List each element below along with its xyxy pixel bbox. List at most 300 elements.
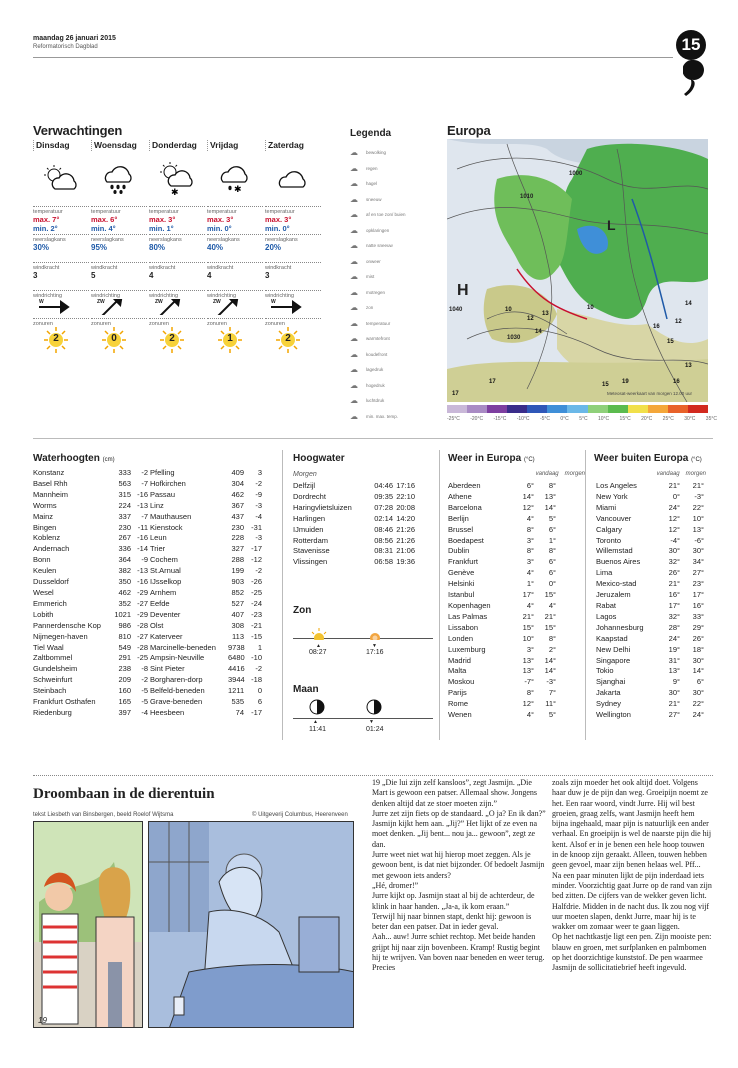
cloud-sun-snow-icon: [149, 151, 205, 206]
table-cell: Rotterdam: [293, 535, 329, 545]
zon-title: Zon: [293, 605, 312, 616]
table-cell: -2: [141, 675, 148, 685]
scale-label: 5°C: [579, 416, 588, 422]
forecast-section: [207, 318, 263, 346]
forecast-day-4: [265, 140, 321, 420]
table-cell: Berlijn: [448, 513, 469, 523]
table-cell: 19°: [668, 644, 680, 654]
forecast-section: [207, 262, 263, 290]
table-cell: -2: [141, 468, 148, 477]
table-cell: 02:14: [374, 513, 393, 523]
table-cell: Delfzijl: [293, 481, 316, 490]
table-row: [150, 512, 262, 523]
table-cell: 2°: [548, 644, 556, 654]
legend-item: [350, 272, 374, 281]
legend-icon: ☁: [350, 272, 358, 281]
scale-swatch: [588, 405, 608, 413]
table-cell: Jeruzalem: [596, 590, 631, 600]
waterhoogten-table-left: [33, 468, 148, 719]
table-cell: 535: [231, 697, 244, 707]
table-cell: -17: [251, 544, 262, 554]
legend-item: [350, 210, 406, 219]
dotted-rule: [207, 290, 263, 291]
table-cell: 228: [231, 533, 244, 543]
legend-label: hagel: [366, 181, 378, 186]
dotted-rule: [91, 290, 147, 291]
table-cell: 288: [231, 555, 244, 565]
table-cell: Tiel Waal: [33, 642, 64, 652]
legend-item: [350, 241, 393, 250]
sunrise-arrow: ▲: [316, 643, 321, 649]
table-cell: Buenos Aires: [596, 557, 641, 567]
legend-item: [350, 179, 377, 188]
table-cell: 17°: [668, 600, 680, 610]
table-cell: Mannheim: [33, 489, 69, 499]
legend-item: [350, 164, 378, 173]
legend-label: koudefront: [366, 351, 388, 357]
column-divider: [282, 450, 283, 740]
svg-text:✱: ✱: [171, 187, 179, 196]
scale-label: 25°C: [662, 416, 674, 422]
wind-force: 4: [207, 271, 212, 280]
map-temp: 16: [673, 379, 680, 385]
forecast-section: [91, 290, 147, 318]
table-cell: 6480: [228, 653, 245, 663]
sun-hours: 2: [169, 333, 175, 344]
direction-label: windrichting: [207, 293, 237, 299]
table-row: [448, 536, 558, 547]
table-cell: 304: [231, 478, 244, 488]
sunrise-icon: [310, 628, 328, 640]
table-cell: -29: [137, 609, 148, 619]
scale-label: -15°C: [493, 416, 507, 422]
table-row: [33, 577, 148, 588]
table-cell: 12°: [522, 699, 534, 709]
table-cell: -21: [251, 620, 262, 630]
dotted-rule: [149, 262, 205, 263]
table-cell: 21:26: [396, 535, 415, 545]
table-row: [596, 612, 706, 623]
dotted-rule: [91, 234, 147, 235]
rain-label: neerslagkans: [33, 237, 66, 243]
legend-label: regen: [366, 165, 378, 171]
legend-item: [350, 148, 386, 157]
table-cell: Belfeld-beneden: [150, 686, 205, 696]
sunrise-time: 08:27: [309, 649, 327, 656]
legend-label: lagedruk: [366, 367, 384, 372]
table-cell: 74: [235, 707, 244, 717]
table-cell: 8°: [526, 546, 534, 556]
europe-map-title: Europa: [447, 123, 491, 138]
scale-label: -20°C: [470, 416, 484, 422]
table-row: [33, 544, 148, 555]
sun-label: zonuren: [33, 321, 53, 327]
wind-label: windkracht: [207, 265, 234, 271]
table-cell: 267: [118, 533, 131, 543]
table-cell: Lagos: [596, 611, 617, 621]
wind-force: 5: [91, 271, 96, 280]
legend-label: motregen: [366, 289, 386, 295]
table-cell: Linz: [150, 500, 164, 510]
table-cell: 230: [118, 522, 131, 532]
dotted-rule: [207, 262, 263, 263]
table-cell: 04:46: [374, 481, 393, 490]
weer-europa-columns: vandaag morgen: [535, 471, 585, 477]
comic-panel-right: [148, 821, 354, 1028]
temperature-scale-labels: [447, 416, 717, 422]
max-temp: max. 3°: [265, 215, 292, 224]
table-cell: Ampsin-Neuville: [150, 653, 205, 663]
table-cell: 224: [118, 500, 131, 510]
isobar-1010: 1010: [520, 194, 534, 200]
table-cell: Pfelling: [150, 468, 175, 477]
table-cell: Bingen: [33, 522, 57, 532]
story-paragraph: Jurre zet zijn fiets op de standaard. „O ja? En ik dan?”: [372, 808, 546, 818]
table-cell: Olst: [150, 620, 164, 630]
table-cell: 30°: [692, 546, 704, 556]
table-row: [596, 525, 706, 536]
forecast-section: [265, 262, 321, 290]
map-temp: 14: [685, 301, 692, 307]
table-cell: -7: [141, 511, 148, 521]
table-cell: Worms: [33, 500, 57, 510]
table-cell: 32°: [668, 557, 680, 567]
table-row: [596, 514, 706, 525]
table-cell: 549: [118, 642, 131, 652]
legend-icon: ☁: [350, 287, 358, 297]
wind-direction: ZW: [97, 299, 105, 305]
table-cell: 13°: [668, 666, 680, 676]
wind-label: windkracht: [33, 265, 60, 271]
column-divider: [585, 450, 586, 740]
table-cell: -28: [137, 620, 148, 630]
table-cell: 24°: [668, 502, 680, 512]
table-row: [596, 677, 706, 688]
table-row: [448, 568, 558, 579]
table-cell: Nijmegen-haven: [33, 631, 88, 641]
table-cell: 9738: [228, 642, 245, 652]
direction-label: windrichting: [33, 293, 63, 299]
map-temp: 19: [622, 379, 629, 385]
table-cell: 1021: [114, 609, 131, 619]
table-cell: New Delhi: [596, 644, 631, 654]
min-temp: min. 1°: [149, 224, 174, 233]
wind-force: 3: [33, 271, 38, 280]
table-cell: Johannesburg: [596, 622, 644, 632]
table-cell: Andernach: [33, 544, 70, 554]
dotted-rule: [33, 262, 89, 263]
table-row: [596, 710, 706, 721]
table-cell: 409: [231, 468, 244, 477]
edition-date: maandag 26 januari 2015: [33, 35, 116, 42]
max-temp: max. 3°: [207, 215, 234, 224]
sun-label: zonuren: [91, 321, 111, 327]
scale-label: 20°C: [641, 416, 653, 422]
table-cell: -25: [251, 587, 262, 597]
table-cell: Lobith: [33, 609, 54, 619]
legend-label: temperatuur: [366, 320, 391, 326]
cloud-sleet-icon: [207, 151, 263, 206]
legend-label: bewolking: [366, 150, 387, 155]
table-cell: Malta: [448, 666, 467, 676]
table-cell: Emmerich: [33, 598, 67, 608]
story-column-1: [372, 778, 547, 974]
table-row: [448, 492, 558, 503]
table-cell: Miami: [596, 502, 616, 512]
table-cell: 11°: [545, 699, 556, 709]
wind-arrow-icon: [265, 299, 321, 315]
table-cell: 24°: [692, 710, 704, 720]
table-row: [33, 708, 148, 719]
table-cell: -18: [251, 675, 262, 685]
dotted-rule: [33, 318, 89, 319]
table-row: [448, 601, 558, 612]
table-cell: 32°: [668, 611, 680, 621]
scale-swatch: [527, 405, 547, 413]
high-pressure-label: H: [457, 282, 469, 299]
legend-icon: ☁: [350, 411, 358, 421]
story-paragraph: Jurre kijkt op. Jasmijn staat al bij de achterdeur, de klink in haar handen. „Ja-a, ik kom eraan.”: [372, 891, 535, 911]
table-row: [150, 533, 262, 544]
legend-item: [350, 381, 385, 390]
legend-icon: ☁: [350, 179, 358, 188]
legend-icon: ☁: [350, 380, 358, 390]
forecast-section: [91, 318, 147, 346]
wind-direction: W: [39, 299, 44, 305]
sun-hours-icon: [273, 327, 303, 353]
table-cell: 14°: [544, 502, 556, 512]
table-cell: 12°: [668, 524, 680, 534]
maan-title: Maan: [293, 684, 319, 695]
legend-icon: ☁: [350, 334, 358, 343]
table-row: [596, 536, 706, 547]
table-cell: Keulen: [33, 566, 57, 576]
table-cell: 30°: [692, 655, 704, 665]
table-cell: 199: [231, 566, 244, 576]
table-cell: -2: [255, 566, 262, 576]
min-temp: min. 2°: [33, 224, 58, 233]
table-row: [293, 492, 443, 503]
table-row: [596, 601, 706, 612]
weer-buiten-columns: vandaag morgen: [656, 471, 706, 477]
table-cell: -4°: [670, 535, 680, 545]
forecast-section: [33, 262, 89, 290]
map-temp: 12: [527, 316, 534, 322]
table-cell: 3°: [526, 557, 534, 567]
comma-logo: [683, 60, 705, 98]
moonrise-icon: [309, 699, 325, 715]
table-row: [150, 610, 262, 621]
rain-label: neerslagkans: [265, 237, 298, 243]
legend-icon: ☁: [350, 163, 358, 173]
newspaper-name: Reformatorisch Dagblad: [33, 44, 98, 50]
low-pressure-label: L: [607, 217, 616, 233]
table-cell: 26°: [692, 633, 704, 643]
table-cell: 14°: [522, 491, 534, 501]
story-divider: [33, 775, 713, 776]
table-row: [596, 568, 706, 579]
wind-direction: ZW: [213, 299, 221, 305]
table-cell: Dusseldorf: [33, 577, 69, 587]
table-row: [596, 688, 706, 699]
table-cell: 337: [118, 511, 131, 521]
table-row: [150, 621, 262, 632]
table-cell: 397: [118, 707, 131, 717]
table-row: [596, 557, 706, 568]
map-temp: 17: [489, 379, 496, 385]
max-temp: max. 3°: [149, 215, 176, 224]
comic-panel-left: [33, 821, 143, 1028]
rain-chance: 40%: [207, 243, 224, 252]
table-cell: Zaltbommel: [33, 653, 73, 663]
table-row: [596, 546, 706, 557]
legend-item: [350, 195, 382, 204]
table-cell: 462: [231, 489, 244, 499]
table-cell: -13: [137, 500, 148, 510]
table-cell: Konstanz: [33, 468, 65, 477]
table-cell: 15°: [522, 622, 534, 632]
legend-label: mist: [366, 274, 375, 279]
table-cell: Lima: [596, 568, 613, 578]
table-cell: -3: [255, 500, 262, 510]
table-cell: 350: [118, 577, 131, 587]
table-cell: -16: [137, 489, 148, 499]
map-temp: 16: [653, 324, 660, 330]
table-cell: 291: [118, 653, 131, 663]
table-cell: Los Angeles: [596, 481, 637, 490]
map-graphic: [447, 139, 708, 402]
table-cell: 0°: [548, 579, 556, 589]
table-cell: Brussel: [448, 524, 474, 534]
forecast-section: [149, 262, 205, 290]
table-cell: Londen: [448, 633, 474, 643]
forecast-section: [265, 234, 321, 262]
table-cell: 315: [118, 489, 131, 499]
legend-list: [350, 148, 430, 428]
weer-buiten-title: Weer buiten Europa (°C): [594, 453, 702, 464]
scale-swatch: [547, 405, 567, 413]
table-cell: 6°: [548, 568, 556, 578]
scale-label: -25°C: [447, 416, 460, 422]
table-cell: Mauthausen: [150, 511, 192, 521]
hoogwater-subtitle: Morgen: [293, 471, 317, 478]
table-row: [448, 590, 558, 601]
forecast-section: [91, 262, 147, 290]
table-row: [448, 514, 558, 525]
moonrise-time: 11:41: [309, 726, 326, 733]
legend-item: [350, 350, 387, 359]
table-cell: 16°: [692, 600, 704, 610]
table-cell: Harlingen: [293, 513, 326, 523]
dotted-rule: [207, 318, 263, 319]
table-cell: 21°: [544, 611, 556, 621]
forecast-section: [91, 206, 147, 234]
table-row: [448, 525, 558, 536]
table-cell: -31: [251, 522, 262, 532]
table-cell: 9°: [672, 677, 680, 687]
table-cell: -10: [251, 653, 262, 663]
table-row: [150, 653, 262, 664]
legend-icon: ☁: [350, 210, 358, 219]
table-cell: 07:28: [374, 502, 393, 512]
weer-europa-table: [448, 481, 558, 721]
legend-label: zon: [366, 305, 374, 310]
map-temp: 17: [452, 391, 459, 397]
table-row: [596, 579, 706, 590]
section-divider: [33, 438, 713, 439]
table-cell: Wesel: [33, 587, 54, 597]
moonset-arrow: ▼: [369, 719, 374, 725]
temperature-scale: [447, 405, 708, 413]
rain-chance: 95%: [91, 243, 108, 252]
table-cell: 4°: [526, 513, 534, 523]
table-row: [33, 523, 148, 534]
sun-hours-icon: [215, 327, 245, 353]
table-cell: -11: [137, 522, 148, 532]
map-temp: 14: [535, 329, 542, 335]
table-cell: New York: [596, 491, 628, 501]
table-cell: Kienstock: [150, 522, 183, 532]
table-cell: 08:31: [374, 546, 393, 556]
dotted-rule: [207, 206, 263, 207]
table-cell: -4: [141, 707, 148, 717]
table-cell: 14°: [692, 666, 704, 676]
forecast-section: [207, 234, 263, 262]
table-cell: Wellington: [596, 710, 631, 720]
table-cell: Borgharen-dorp: [150, 675, 203, 685]
table-cell: -3°: [694, 491, 704, 501]
scale-label: 10°C: [597, 416, 610, 422]
legend-icon: ☁: [350, 318, 358, 328]
table-cell: 14°: [544, 666, 556, 676]
table-row: [33, 632, 148, 643]
table-cell: St.Arnual: [150, 566, 181, 576]
table-row: [150, 708, 262, 719]
table-cell: 0: [257, 686, 262, 696]
table-cell: Las Palmas: [448, 611, 488, 621]
table-cell: 08:46: [374, 524, 393, 534]
forecast-title: Verwachtingen: [33, 123, 123, 138]
table-cell: 5°: [548, 710, 556, 720]
table-cell: 563: [118, 478, 131, 488]
table-cell: 3°: [526, 535, 534, 545]
table-cell: 22°: [692, 502, 704, 512]
weer-buiten-table: [596, 481, 706, 721]
table-cell: Rabat: [596, 600, 617, 610]
scale-swatch: [688, 405, 708, 413]
table-cell: 29°: [692, 622, 704, 632]
table-cell: -2: [255, 664, 262, 674]
dotted-rule: [149, 234, 205, 235]
scale-swatch: [608, 405, 628, 413]
direction-label: windrichting: [149, 293, 179, 299]
sun-hours: 1: [227, 333, 233, 344]
table-row: [150, 490, 262, 501]
table-cell: Schweinfurt: [33, 675, 73, 685]
table-row: [596, 645, 706, 656]
table-cell: 13°: [544, 491, 556, 501]
story-paragraph: Op het nachtkastje ligt een pen. Zijn mooiste pen: blauw en groen, met surfplanken en palmbomen op het doorzichtige kunststof. De pen waarmee Jasmijn de sollicitatiebrief heeft ingevuld.: [552, 932, 712, 973]
forecast-section: [91, 234, 147, 262]
wind-direction: ZW: [155, 299, 163, 305]
table-row: [33, 588, 148, 599]
moonset-icon: [366, 699, 382, 715]
table-cell: Madrid: [448, 655, 471, 665]
table-cell: 21°: [668, 699, 680, 709]
table-cell: 27°: [668, 710, 680, 720]
legend-item: [350, 303, 373, 312]
legend-item: [350, 334, 390, 343]
